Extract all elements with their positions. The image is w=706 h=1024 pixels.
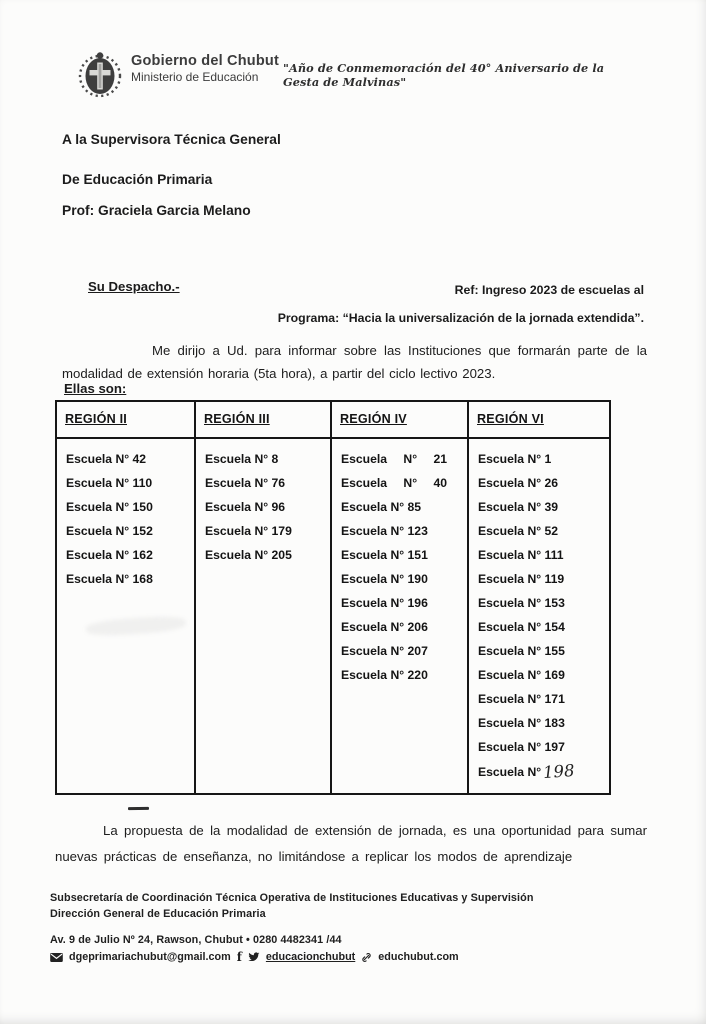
reference-line-1: Ref: Ingreso 2023 de escuelas al [454, 283, 644, 297]
org-name: Gobierno del Chubut [131, 53, 279, 69]
school-entry: Escuela N° 179 [205, 524, 292, 538]
school-entry: Escuela N° 206 [341, 620, 428, 634]
column-body [196, 439, 330, 567]
column-header [196, 402, 330, 439]
crest-icon [77, 50, 123, 100]
reference-line-2: Programa: “Hacia la universalización de la jornada extendida”. [277, 311, 644, 325]
column-header-label: REGIÓN IV [340, 412, 407, 426]
dash-mark [128, 807, 149, 810]
footer-social-handle: educacionchubut [265, 951, 356, 963]
column-body [332, 439, 467, 687]
twitter-icon [248, 952, 260, 962]
handwritten-number: 198 [542, 760, 576, 783]
school-entry-prefix: Escuela N° [478, 765, 542, 779]
footer-dept-line-2: Dirección General de Educación Primaria [50, 908, 266, 920]
school-entry: Escuela N° 190 [341, 572, 428, 586]
school-entry: Escuela N° 183 [478, 716, 565, 730]
school-entry: Escuela N° 52 [478, 524, 559, 538]
envelope-icon [50, 953, 63, 962]
column-header [469, 402, 609, 439]
school-entry: Escuela N° 207 [341, 644, 428, 658]
school-entry: Escuela N° 76 [205, 476, 286, 490]
school-entry: Escuela N° 220 [341, 668, 428, 682]
school-entry: Escuela N° 26 [478, 476, 559, 490]
footer-website: educhubut.com [378, 951, 459, 963]
school-entry: Escuela N° 153 [478, 596, 565, 610]
school-entry: Escuela N° 119 [478, 572, 565, 586]
salutation: Su Despacho.- [88, 279, 180, 294]
school-entry: Escuela N° 8 [205, 452, 279, 466]
school-entry: Escuela N° 197 [478, 740, 565, 754]
footer-email: dgeprimariachubut@gmail.com [69, 951, 231, 963]
ministry-crest-logo [77, 50, 123, 105]
facebook-icon: f [236, 950, 242, 964]
addressee-line-2: De Educación Primaria [62, 172, 213, 187]
school-entry: Escuela N° 39 [478, 500, 559, 514]
school-entry: Escuela N° 85 [341, 500, 422, 514]
school-entry: Escuela N° 205 [205, 548, 292, 562]
column-body [469, 439, 609, 784]
school-entry: Escuela N° 171 [478, 692, 565, 706]
link-icon [361, 952, 372, 963]
school-entry: Escuela N° 40 [341, 476, 447, 490]
school-entry: Escuela N° 123 [341, 524, 428, 538]
school-entry: Escuela N° 1 [478, 452, 552, 466]
school-entry: Escuela N° 96 [205, 500, 286, 514]
region-column-4 [330, 402, 467, 793]
letterhead-org [131, 53, 279, 84]
school-entry: Escuela N° 21 [341, 452, 447, 466]
school-entry: Escuela N° 111 [478, 548, 564, 562]
footer-dept-line-1: Subsecretaría de Coordinación Técnica Operativa de Instituciones Educativas y Supervisión [50, 892, 534, 904]
region-column-3 [194, 402, 330, 793]
addressee-line-3: Prof: Graciela Garcia Melano [62, 203, 251, 218]
region-column-6 [467, 402, 609, 793]
school-entry: Escuela N° 110 [66, 476, 153, 490]
reference-block [214, 276, 644, 332]
school-entry: Escuela N° 150 [66, 500, 153, 514]
org-department: Ministerio de Educación [131, 70, 259, 84]
column-header [57, 402, 194, 439]
footer-contact-row [50, 950, 459, 964]
regions-table [55, 400, 611, 795]
school-entry: Escuela N° 154 [478, 620, 565, 634]
school-entry: Escuela N° 151 [341, 548, 428, 562]
addressee-line-1: A la Supervisora Técnica General [62, 132, 281, 147]
intro-paragraph: Me dirijo a Ud. para informar sobre las Instituciones que formarán parte de la modalidad de extensión horaria (5ta hora), a partir del ciclo lectivo 2023. [62, 343, 647, 381]
school-entry: Escuela N° 155 [478, 644, 565, 658]
column-header-label: REGIÓN II [65, 412, 127, 426]
school-entry: Escuela N° 169 [478, 668, 565, 682]
column-header-label: REGIÓN III [204, 412, 270, 426]
footer-address: Av. 9 de Julio Nº 24, Rawson, Chubut • 0280 4482341 /44 [50, 934, 342, 946]
column-header [332, 402, 467, 439]
closing-paragraph: La propuesta de la modalidad de extensión de jornada, es una oportunidad para sumar nuevas prácticas de enseñanza, no limitándose a replicar los modos de aprendizaje [55, 823, 647, 864]
school-entry: Escuela N° 168 [66, 572, 153, 586]
region-column-2 [57, 402, 194, 793]
school-entry: Escuela N° 196 [341, 596, 428, 610]
letterhead-motto: "Año de Conmemoración del 40° Aniversario de la Gesta de Malvinas" [283, 61, 605, 89]
school-entry: Escuela N° 152 [66, 524, 153, 538]
column-body [57, 439, 194, 591]
school-entry: Escuela N° 42 [66, 452, 147, 466]
school-entry-handwritten [478, 759, 605, 784]
school-entry: Escuela N° 162 [66, 548, 153, 562]
column-header-label: REGIÓN VI [477, 412, 544, 426]
table-lead: Ellas son: [64, 381, 127, 396]
